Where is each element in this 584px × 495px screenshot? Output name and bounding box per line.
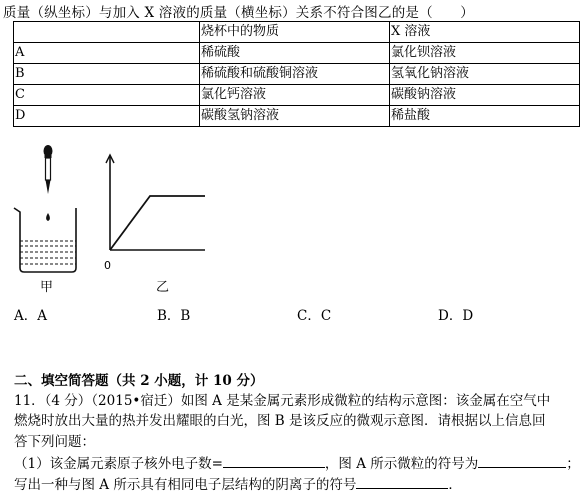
table-cell: 氯化钡溶液 <box>390 43 580 64</box>
table-cell: D <box>14 106 200 127</box>
question-stem: 质量（纵坐标）与加入 X 溶液的质量（横坐标）关系不符合图乙的是（ ） <box>3 5 474 21</box>
q11-text-line: 燃烧时放出大量的热并发出耀眼的白光，图 B 是该反应的微观示意图．请根据以上信息回 <box>14 413 546 429</box>
q11-question-line <box>14 452 580 472</box>
anion-symbol-blank[interactable] <box>356 476 448 489</box>
graph-label: 乙 <box>156 280 170 295</box>
q11-text-line: 答下列问题： <box>14 434 95 450</box>
q11-question-line <box>14 473 462 493</box>
option-b[interactable]: B．B <box>157 308 191 324</box>
table-row <box>14 43 580 64</box>
table-header-cell <box>14 22 200 43</box>
table-header-row <box>14 22 580 43</box>
table-cell: C <box>14 85 200 106</box>
option-c[interactable]: C．C <box>297 308 332 324</box>
figures-area <box>0 138 584 298</box>
choice-table <box>13 21 580 127</box>
dropper-icon <box>44 145 53 194</box>
table-row <box>14 85 580 106</box>
option-a[interactable]: A．A <box>14 308 47 324</box>
electron-count-blank[interactable] <box>223 455 325 468</box>
section-title: 二、填空简答题（共 2 小题，计 10 分） <box>14 373 264 389</box>
table-cell: 稀盐酸 <box>390 106 580 127</box>
graph-origin-label: 0 <box>104 259 111 272</box>
table-header-cell: 烧杯中的物质 <box>200 22 390 43</box>
table-header-cell: X 溶液 <box>390 22 580 43</box>
option-d[interactable]: D．D <box>438 308 474 324</box>
q11-prompt-text: 写出一种与图 A 所示具有相同电子层结构的阴离子的符号 <box>14 477 357 493</box>
table-cell: 稀硫酸和硫酸铜溶液 <box>200 64 390 85</box>
symbol-blank[interactable] <box>478 455 566 468</box>
droplet-icon <box>46 213 50 221</box>
q11-prompt-text: ； <box>566 456 580 472</box>
beaker-icon <box>14 208 76 272</box>
beaker-label: 甲 <box>40 280 54 295</box>
q11-prompt-text: ． <box>448 477 462 493</box>
table-cell: 氯化钙溶液 <box>200 85 390 106</box>
table-cell: A <box>14 43 200 64</box>
table-cell: 稀硫酸 <box>200 43 390 64</box>
table-row <box>14 106 580 127</box>
table-cell: 碳酸氢钠溶液 <box>200 106 390 127</box>
table-cell: B <box>14 64 200 85</box>
table-cell: 碳酸钠溶液 <box>390 85 580 106</box>
graph-line <box>110 196 205 250</box>
q11-prompt-text: （1）该金属元素原子核外电子数= <box>14 456 223 472</box>
q11-prompt-text: ，图 A 所示微粒的符号为 <box>324 456 479 472</box>
q11-text-line: 11．（4 分）（2015•宿迁）如图 A 是某金属元素形成微粒的结构示意图：该金属在空气中 <box>14 393 551 409</box>
table-cell: 氢氧化钠溶液 <box>390 64 580 85</box>
table-row <box>14 64 580 85</box>
